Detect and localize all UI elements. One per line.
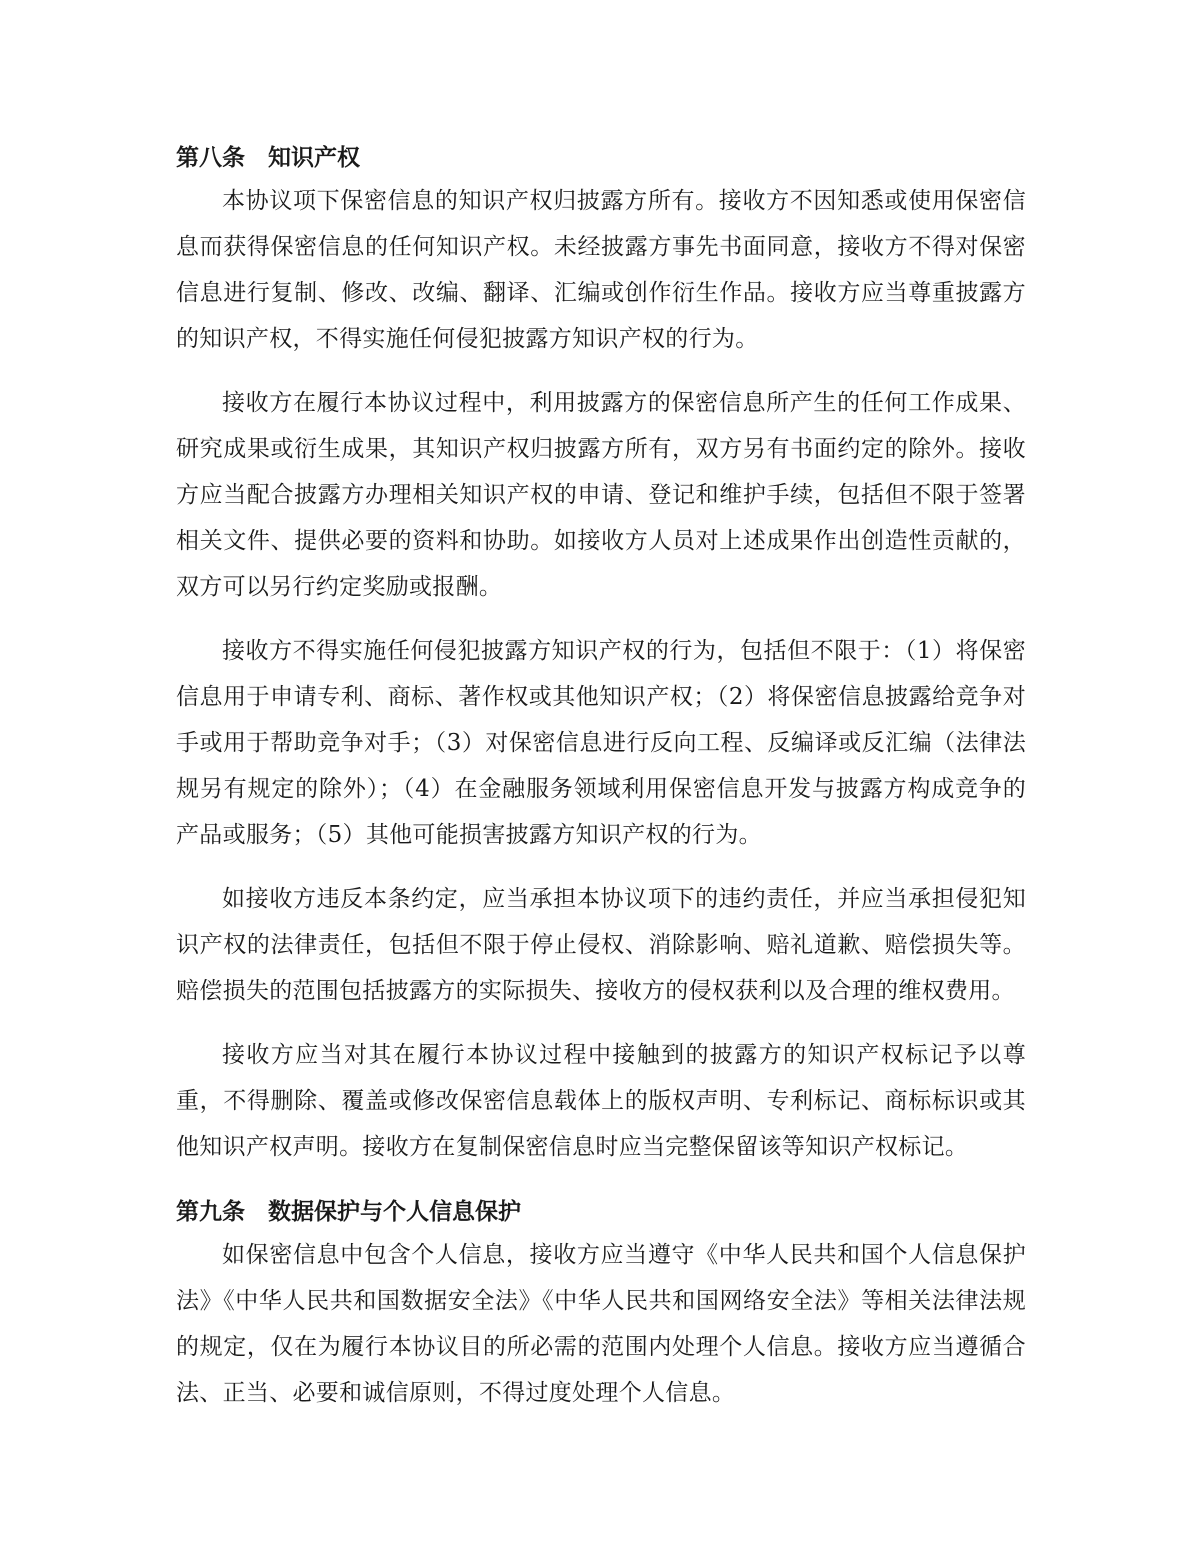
paragraph-9-1: 如保密信息中包含个人信息，接收方应当遵守《中华人民共和国个人信息保护法》《中华人民共和国数据安全法》《中华人民共和国网络安全法》等相关法律法规的规定，仅在为履行本协议目的所必需的范围内处理个人信息。接收方应当遵循合法、正当、必要和诚信原则，不得过度处理个人信息。 (176, 1242, 1026, 1406)
paragraph-8-2: 接收方在履行本协议过程中，利用披露方的保密信息所产生的任何工作成果、研究成果或衍生成果，其知识产权归披露方所有，双方另有书面约定的除外。接收方应当配合披露方办理相关知识产权的申请、登记和维护手续，包括但不限于签署相关文件、提供必要的资料和协助。如接收方人员对上述成果作出创造性贡献的，双方可以另行约定奖励或报酬。 (176, 390, 1026, 600)
paragraph-8-4: 如接收方违反本条约定，应当承担本协议项下的违约责任，并应当承担侵犯知识产权的法律责任，包括但不限于停止侵权、消除影响、赔礼道歉、赔偿损失等。赔偿损失的范围包括披露方的实际损失、接收方的侵权获利以及合理的维权费用。 (176, 886, 1026, 1004)
paragraph-8-5: 接收方应当对其在履行本协议过程中接触到的披露方的知识产权标记予以尊重，不得删除、覆盖或修改保密信息载体上的版权声明、专利标记、商标标识或其他知识产权声明。接收方在复制保密信息时应当完整保留该等知识产权标记。 (176, 1042, 1026, 1160)
document-page (176, 140, 1026, 1416)
section-heading-9: 第九条 数据保护与个人信息保护 (176, 1199, 521, 1225)
section-heading-8: 第八条 知识产权 (176, 145, 360, 171)
paragraph-8-3: 接收方不得实施任何侵犯披露方知识产权的行为，包括但不限于：（1）将保密信息用于申请专利、商标、著作权或其他知识产权；（2）将保密信息披露给竞争对手或用于帮助竞争对手；（3）对保密信息进行反向工程、反编译或反汇编（法律法规另有规定的除外）；（4）在金融服务领域利用保密信息开发与披露方构成竞争的产品或服务；（5）其他可能损害披露方知识产权的行为。 (176, 638, 1026, 848)
paragraph-8-1: 本协议项下保密信息的知识产权归披露方所有。接收方不因知悉或使用保密信息而获得保密信息的任何知识产权。未经披露方事先书面同意，接收方不得对保密信息进行复制、修改、改编、翻译、汇编或创作衍生作品。接收方应当尊重披露方的知识产权，不得实施任何侵犯披露方知识产权的行为。 (176, 188, 1026, 352)
